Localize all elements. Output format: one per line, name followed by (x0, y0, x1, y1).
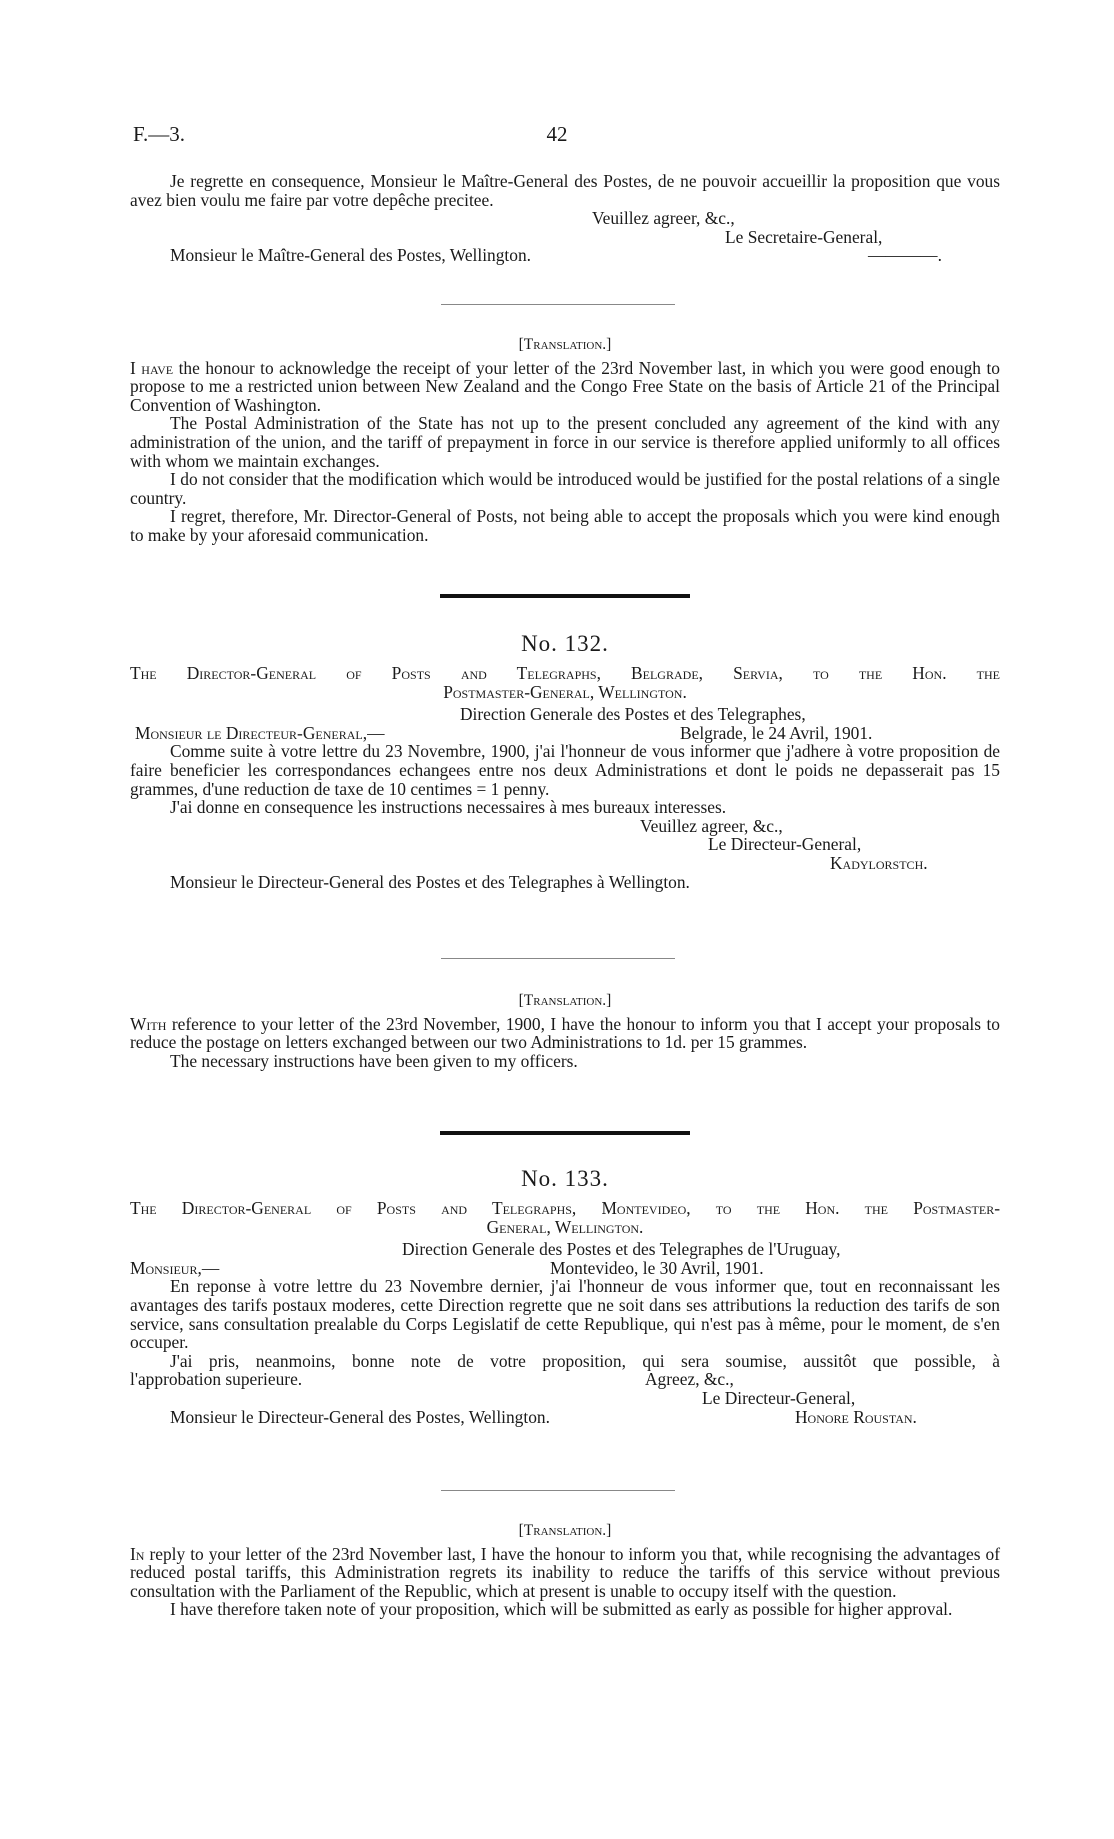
letter-number: No. 132. (521, 631, 609, 656)
closing-row (130, 1370, 1000, 1389)
translation-paragraph: I have therefore taken note of your proposition, which will be submitted as early as possible for higher approval. (170, 1599, 953, 1620)
letter-paragraph: Comme suite à votre lettre du 23 Novembre, 1900, j'ai l'honneur de vous informer que j'adhere à votre proposition de faire beneficier les correspondances echangees entre nos deux Administrations et dont le poids ne depasserait pas 15 grammes, d'une reduction de taxe de 10 centimes = 1 penny. (130, 741, 1000, 799)
closing: Veuillez agreer, &c., (592, 208, 735, 229)
section-divider (441, 1490, 675, 1491)
signatory-title: Le Secretaire-General, (725, 226, 883, 247)
place-date: Belgrade, le 24 Avril, 1901. (680, 722, 873, 743)
signatory-name: Honore Roustan. (795, 1406, 917, 1427)
closing-row (130, 817, 1000, 836)
closing-row (130, 209, 1000, 228)
signatory-title: Le Directeur-General, (702, 1387, 856, 1408)
letter-paragraph: En reponse à votre lettre du 23 Novembre dernier, j'ai l'honneur de vous informer que, tout en reconnaissant les avantages des tarifs postaux moderes, cette Direction regrette que ne soit dans ses attributions la reduction des tarifs de son service, sans consultation prealable du Corps Legislatif de cette Republique, qui n'est pas à même, pour le moment, de s'en occuper. (130, 1276, 1000, 1353)
translation-label: [Translation.] (518, 336, 612, 353)
signatory-row (130, 228, 1000, 247)
translation-2 (130, 992, 1000, 1070)
page-number: 42 (546, 122, 568, 146)
addressee: Monsieur le Directeur-General des Postes, Wellington. (170, 1406, 550, 1427)
closing: Veuillez agreer, &c., (640, 815, 783, 836)
signatory-row (130, 1389, 1000, 1408)
office-line: Direction Generale des Postes et des Telegraphes de l'Uruguay, (402, 1239, 841, 1260)
office-row (130, 1240, 1000, 1259)
signatory-title: Le Directeur-General, (708, 834, 862, 855)
translation-paragraph: The Postal Administration of the State has not up to the present concluded any agreement of the kind with any administration of the union, and the tariff of prepayment in force in our service is therefore applied uniformly to all offices with whom we maintain exchanges. (130, 413, 1000, 471)
letter-heading: General, Wellington. (486, 1216, 644, 1237)
translation-1 (130, 336, 1000, 545)
section-rule (440, 594, 690, 598)
addressee: Monsieur le Maître-General des Postes, Wellington. (170, 245, 531, 266)
translation-label: [Translation.] (518, 1522, 612, 1539)
translation-paragraph: I do not consider that the modification which would be introduced would be justified for the postal relations of a single country. (130, 469, 1000, 508)
letter-133 (130, 1165, 1000, 1426)
translation-paragraph: I regret, therefore, Mr. Director-General of Posts, not being able to accept the proposals which you were kind enough to make by your aforesaid communication. (130, 506, 1000, 545)
signatory-name-row (130, 854, 1000, 873)
salutation-row (130, 1259, 1000, 1278)
translation-paragraph: I have the honour to acknowledge the receipt of your letter of the 23rd November last, in which you were good enough to propose to me a restricted union between New Zealand and the Congo Free State on the basis of Article 21 of the Principal Convention of Washington. (130, 357, 1000, 415)
letter-heading: Postmaster-General, Wellington. (443, 681, 687, 702)
signatory-row (130, 835, 1000, 854)
section-divider (441, 304, 675, 305)
letter-paragraph: Je regrette en consequence, Monsieur le Maître-General des Postes, de ne pouvoir accueillir la proposition que vous avez bien voulu me faire par votre depêche precitee. (130, 171, 1000, 210)
translation-paragraph: The necessary instructions have been given to my officers. (170, 1050, 578, 1071)
place-date: Montevideo, le 30 Avril, 1901. (550, 1257, 764, 1278)
addressee-row (130, 1408, 1000, 1427)
salutation-row (130, 724, 1000, 743)
translation-paragraph: In reply to your letter of the 23rd November last, I have the honour to inform you that, while recognising the advantages of reduced postal tariffs, this Administration regrets its inability to reduce the tariffs of this service without previous consultation with the Parliament of the Republic, which at present is unable to occupy itself with the question. (130, 1543, 1000, 1601)
addressee: Monsieur le Directeur-General des Postes et des Telegraphes à Wellington. (170, 871, 690, 892)
section-rule (440, 1131, 690, 1135)
translation-3 (130, 1522, 1000, 1619)
signatory-name: Kadylorstch. (830, 852, 928, 873)
document-reference: F.—3. (133, 122, 185, 146)
letter-heading: The Director-General of Posts and Telegraphs, Belgrade, Servia, to the Hon. the (130, 663, 1000, 683)
section-divider (441, 958, 675, 959)
letter-132 (130, 630, 1000, 891)
translation-paragraph: With reference to your letter of the 23rd November, 1900, I have the honour to inform you that I accept your proposals to reduce the postage on letters exchanged between our two Administrations to 1d. per 15 grammes. (130, 1013, 1000, 1053)
letter-number: No. 133. (521, 1166, 609, 1191)
letter-paragraph-end: l'approbation superieure. (130, 1369, 303, 1390)
translation-label: [Translation.] (518, 992, 612, 1009)
signature-blank: ————. (868, 245, 942, 266)
letter-heading: The Director-General of Posts and Telegraphs, Montevideo, to the Hon. the Postmaster- (130, 1198, 1000, 1218)
addressee-row (130, 873, 1000, 892)
letter-paragraph: J'ai pris, neanmoins, bonne note de votre proposition, qui sera soumise, aussitôt que possible, à (170, 1350, 1000, 1371)
salutation: Monsieur le Directeur-General,— (135, 722, 385, 743)
french-letter-1 (130, 172, 1000, 265)
office-line: Direction Generale des Postes et des Telegraphes, (460, 704, 806, 725)
closing: Agreez, &c., (645, 1369, 734, 1390)
salutation: Monsieur,— (130, 1257, 220, 1278)
letter-paragraph: J'ai donne en consequence les instructions necessaires à mes bureaux interesses. (170, 797, 727, 818)
addressee-row (130, 246, 1000, 265)
office-row (130, 705, 1000, 724)
